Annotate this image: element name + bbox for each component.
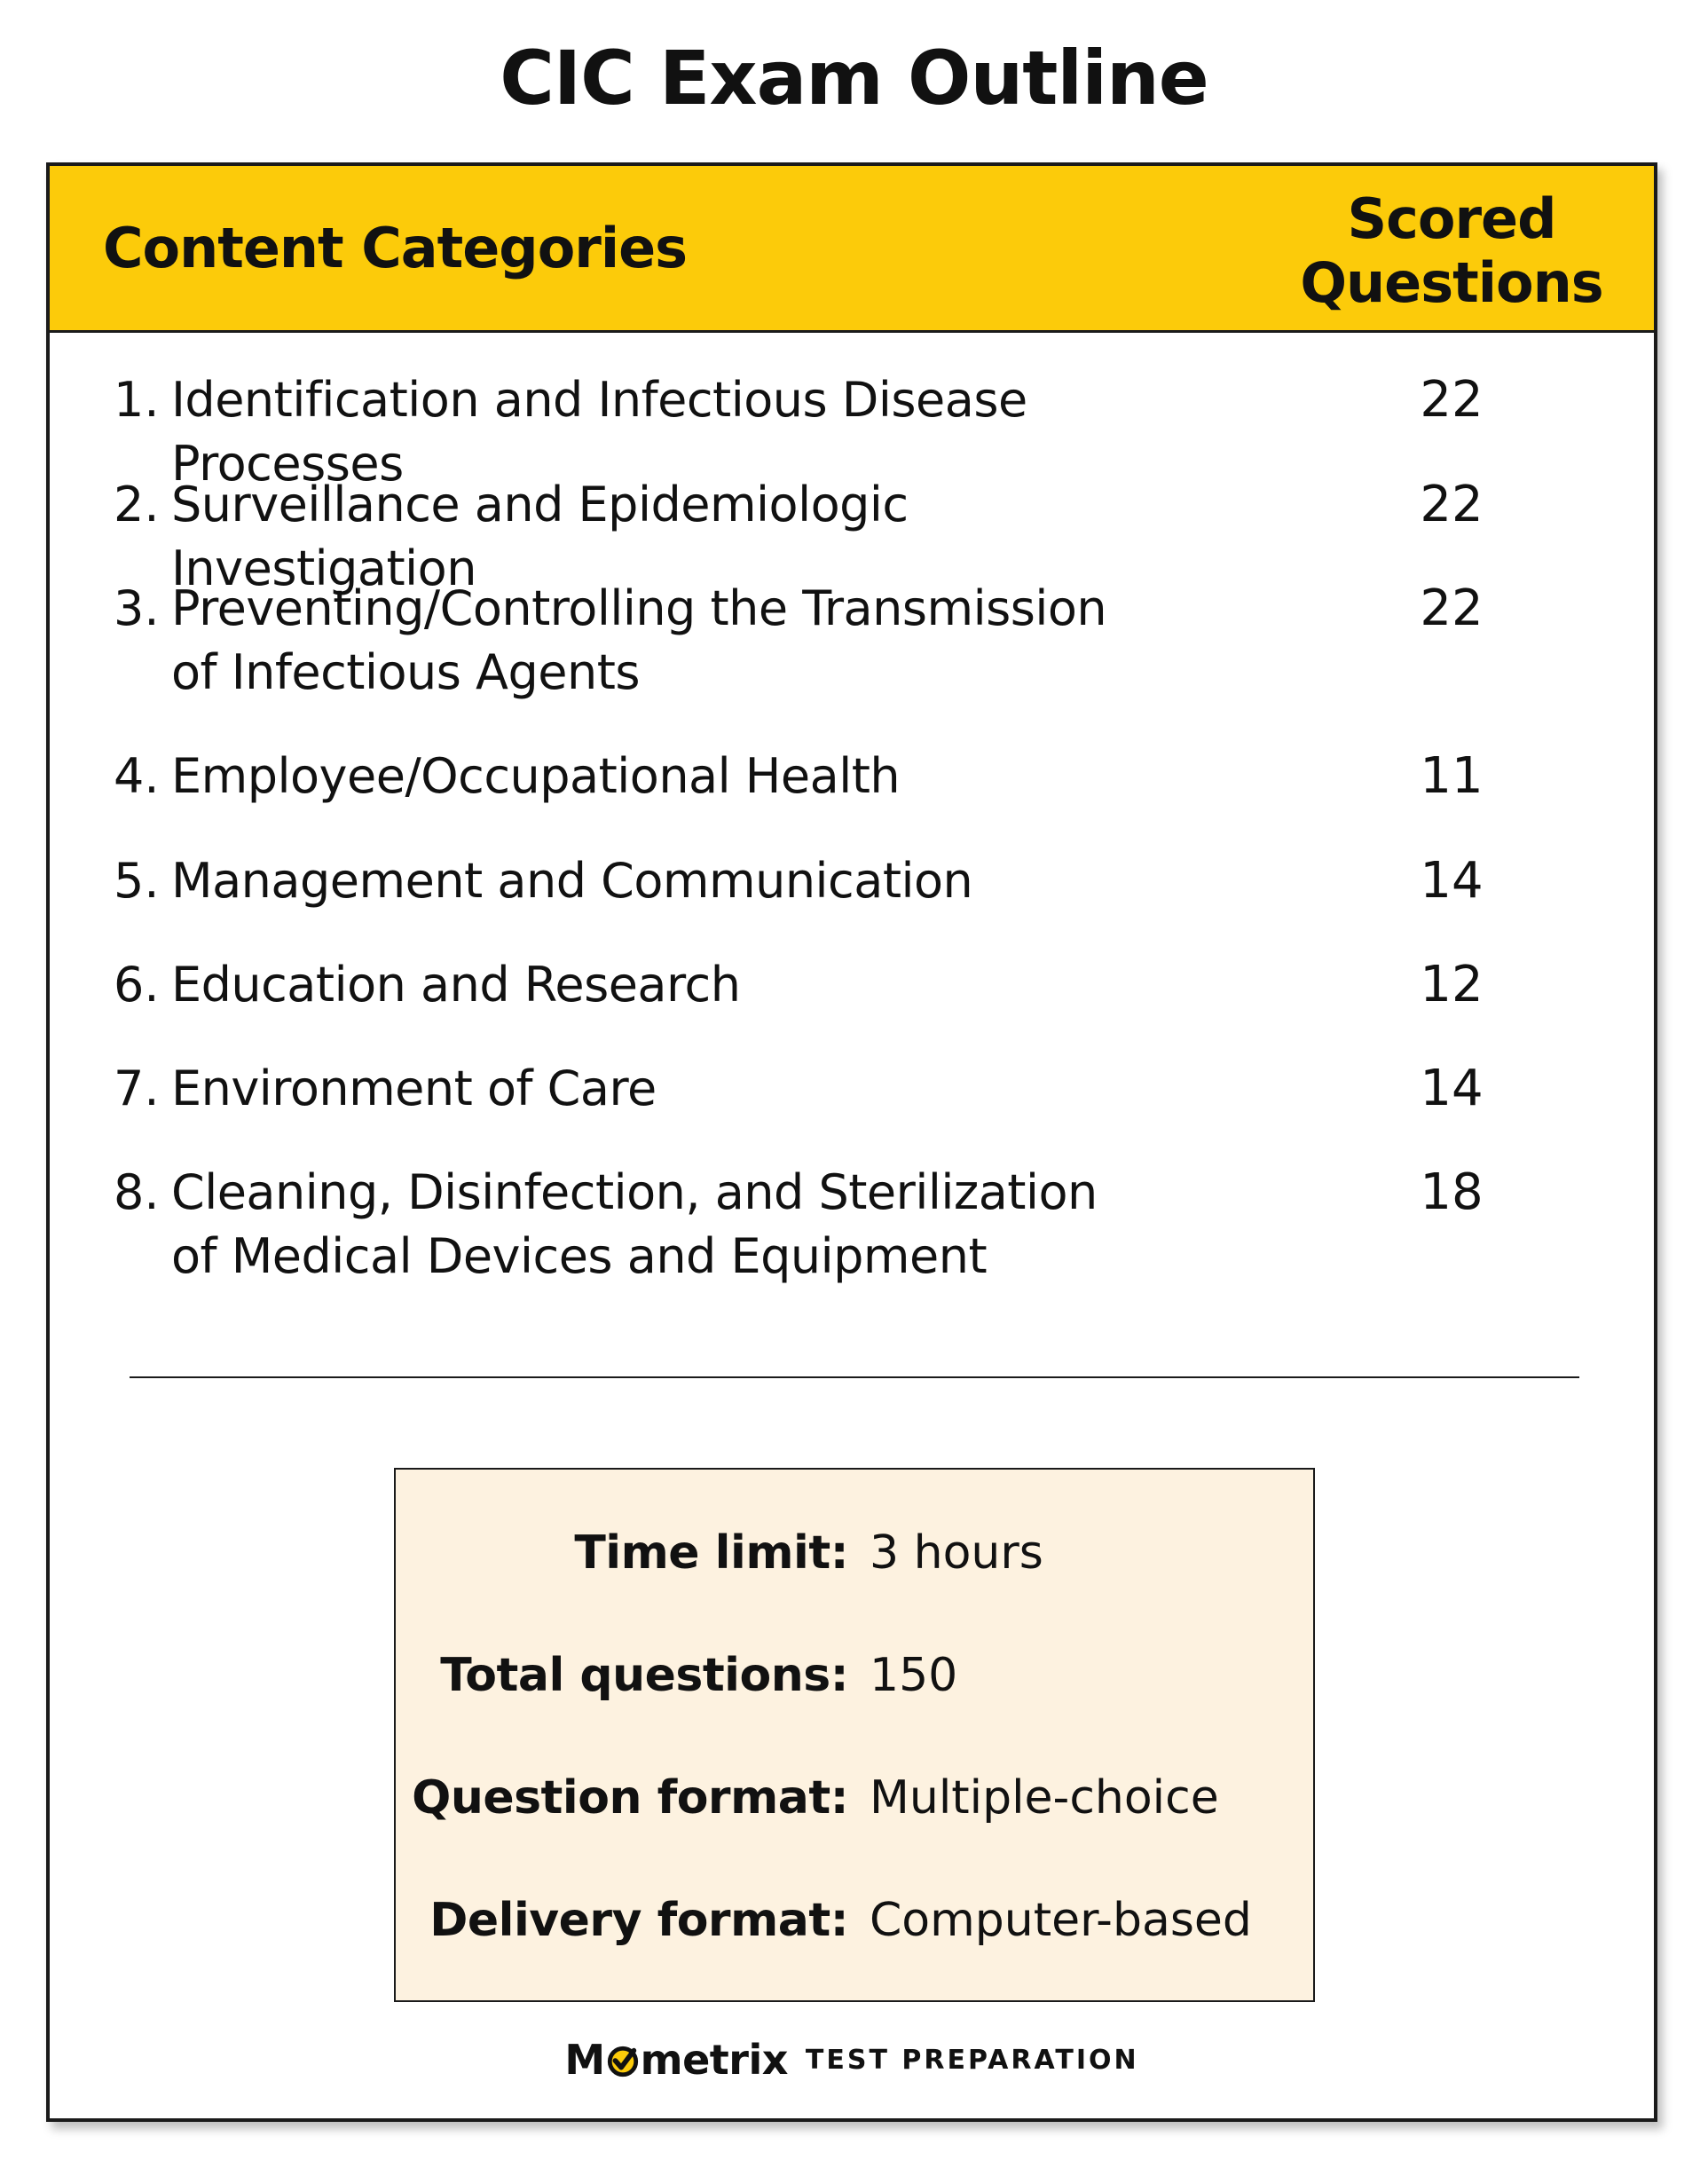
info-value: Multiple-choice bbox=[870, 1771, 1219, 1825]
info-value: 150 bbox=[870, 1649, 958, 1702]
category-label-line-1: Environment of Care bbox=[171, 1060, 657, 1116]
category-label bbox=[171, 953, 1218, 1017]
category-label-line-1: Surveillance and Epidemiologic Investigation bbox=[171, 477, 909, 596]
category-label-line-1: Education and Research bbox=[171, 957, 741, 1013]
brand-logo bbox=[50, 2033, 1654, 2086]
category-count: 22 bbox=[1420, 371, 1484, 429]
info-label: Question format: bbox=[412, 1771, 848, 1825]
header-scored-questions bbox=[1283, 187, 1620, 315]
info-row-delivery-format bbox=[396, 1885, 1313, 1956]
category-label bbox=[171, 849, 1218, 913]
category-number: 7. bbox=[114, 1060, 160, 1116]
category-label bbox=[171, 577, 1218, 705]
category-number: 8. bbox=[114, 1164, 160, 1220]
brand-name-end: metrix bbox=[640, 2036, 788, 2084]
category-number: 4. bbox=[114, 748, 160, 804]
info-row-total-questions bbox=[396, 1640, 1313, 1711]
info-label: Time limit: bbox=[574, 1526, 848, 1580]
category-count: 11 bbox=[1420, 747, 1484, 805]
category-number: 3. bbox=[114, 580, 160, 636]
category-label-line-1: Employee/Occupational Health bbox=[171, 748, 901, 804]
category-label-line-1: Cleaning, Disinfection, and Sterilization bbox=[171, 1164, 1098, 1220]
header-scored-line-2: Questions bbox=[1300, 249, 1603, 315]
header-content-categories: Content Categories bbox=[103, 216, 688, 280]
category-count: 18 bbox=[1420, 1163, 1484, 1221]
category-count: 14 bbox=[1420, 852, 1484, 910]
exam-info-box bbox=[394, 1468, 1315, 2002]
category-label-line-1: Preventing/Controlling the Transmission bbox=[171, 580, 1107, 636]
info-row-question-format bbox=[396, 1762, 1313, 1833]
category-number: 6. bbox=[114, 957, 160, 1013]
category-count: 22 bbox=[1420, 579, 1484, 637]
category-label-line-1: Management and Communication bbox=[171, 853, 973, 909]
page-title: CIC Exam Outline bbox=[500, 35, 1208, 122]
category-label bbox=[171, 1161, 1218, 1289]
table-header bbox=[50, 166, 1654, 333]
category-label-line-2: of Infectious Agents bbox=[171, 644, 640, 700]
category-label-line-1: Identification and Infectious Disease Processes bbox=[171, 372, 1027, 492]
info-value: 3 hours bbox=[870, 1526, 1043, 1580]
brand-name bbox=[564, 2036, 788, 2084]
info-label: Delivery format: bbox=[429, 1894, 848, 1947]
header-scored-line-1: Scored bbox=[1347, 186, 1556, 251]
info-row-time-limit bbox=[396, 1518, 1313, 1589]
info-value: Computer-based bbox=[870, 1894, 1252, 1947]
info-label: Total questions: bbox=[440, 1649, 848, 1702]
category-count: 22 bbox=[1420, 476, 1484, 533]
section-divider bbox=[130, 1376, 1579, 1378]
brand-name-start: M bbox=[564, 2036, 605, 2084]
brand-tagline: TEST PREPARATION bbox=[805, 2044, 1139, 2076]
category-label bbox=[171, 745, 1218, 808]
category-count: 12 bbox=[1420, 956, 1484, 1013]
category-number: 1. bbox=[114, 372, 160, 428]
category-number: 5. bbox=[114, 853, 160, 909]
category-label bbox=[171, 1057, 1218, 1121]
checkmark-circle-icon bbox=[606, 2045, 640, 2078]
category-label-line-2: of Medical Devices and Equipment bbox=[171, 1228, 988, 1284]
exam-outline-card bbox=[46, 162, 1657, 2122]
category-count: 14 bbox=[1420, 1060, 1484, 1117]
category-number: 2. bbox=[114, 477, 160, 532]
